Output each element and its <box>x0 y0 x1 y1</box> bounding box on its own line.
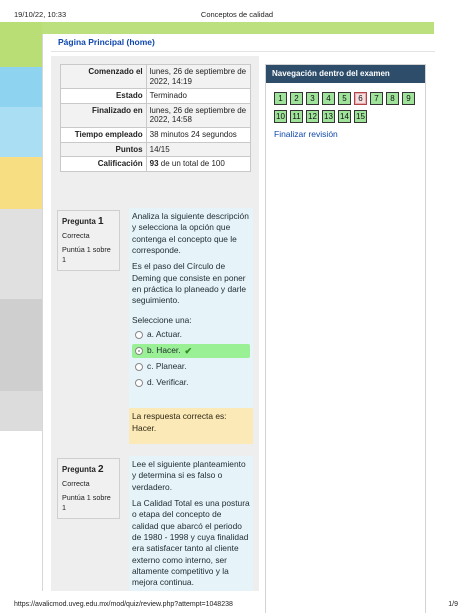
question-status: Correcta <box>62 479 90 488</box>
summary-key: Finalizado en <box>61 103 147 127</box>
question-text: Es el paso del Círculo de Deming que consiste en poner en práctica lo planeado y darle seguimiento. <box>132 261 247 306</box>
summary-key: Comenzado el <box>61 65 147 89</box>
answer-option[interactable]: a. Actuar. <box>132 328 250 342</box>
grade-total: de un total de 100 <box>160 159 225 169</box>
summary-key: Tiempo empleado <box>61 127 147 142</box>
divider <box>51 51 435 52</box>
radio-icon[interactable] <box>135 331 143 339</box>
strip-green <box>0 22 42 67</box>
question-number: Pregunta 2 <box>62 464 104 475</box>
radio-selected-icon[interactable] <box>135 347 143 355</box>
question-content <box>129 208 253 412</box>
strip-yellow <box>0 157 42 209</box>
summary-key: Estado <box>61 89 147 104</box>
print-page-number: 1/9 <box>448 601 458 608</box>
summary-value <box>146 157 250 172</box>
nav-question-button[interactable]: 7 <box>370 92 383 105</box>
question-score: Puntúa 1 sobre 1 <box>62 245 111 264</box>
nav-question-button[interactable]: 9 <box>402 92 415 105</box>
print-date: 19/10/22, 10:33 <box>14 10 67 19</box>
nav-question-button[interactable]: 10 <box>274 110 287 123</box>
select-label: Seleccione una: <box>132 314 192 325</box>
nav-question-button[interactable]: 14 <box>338 110 351 123</box>
question-text: La Calidad Total es una postura o etapa del concepto de calidad que abarcó el periodo de 1980 - 1998 y cuya finalidad era satisfacer tanto al cliente externo como interno, ser altamente competitivo y la mejora continua. <box>132 498 250 588</box>
print-header <box>0 0 474 22</box>
nav-question-button[interactable]: 5 <box>338 92 351 105</box>
summary-row <box>61 157 251 172</box>
checkmark-icon: ✔ <box>184 346 193 357</box>
nav-question-button[interactable]: 1 <box>274 92 287 105</box>
strip-lightgray <box>0 209 42 299</box>
page-card <box>42 34 434 591</box>
radio-icon[interactable] <box>135 379 143 387</box>
summary-key: Calificación <box>61 157 147 172</box>
quiz-navigation-title: Navegación dentro del examen <box>266 65 425 83</box>
print-page-title: Conceptos de calidad <box>200 10 274 19</box>
nav-question-button-current[interactable]: 6 <box>354 92 367 105</box>
print-footer <box>0 597 474 613</box>
summary-value: lunes, 26 de septiembre de 2022, 14:58 <box>146 103 250 127</box>
nav-question-button[interactable]: 4 <box>322 92 335 105</box>
strip-gray <box>0 299 42 391</box>
answer-option[interactable]: c. Planear. <box>132 360 250 374</box>
summary-value: Terminado <box>146 89 250 104</box>
summary-row <box>61 65 251 89</box>
nav-question-button[interactable]: 12 <box>306 110 319 123</box>
nav-question-button[interactable]: 11 <box>290 110 303 123</box>
question-info <box>57 210 120 271</box>
strip-blue <box>0 67 42 107</box>
attempt-summary-table <box>60 64 251 172</box>
print-url: https://avalicmod.uveg.edu.mx/mod/quiz/review.php?attempt=1048238 <box>14 601 233 608</box>
question-info <box>57 458 120 519</box>
summary-row <box>61 142 251 157</box>
answer-option[interactable]: d. Verificar. <box>132 376 250 390</box>
question-prompt: Lee el siguiente planteamiento y determina si es falso o verdadero. <box>132 459 246 492</box>
summary-value: 38 minutos 24 segundos <box>146 127 250 142</box>
breadcrumb[interactable]: Página Principal (home) <box>58 37 155 47</box>
summary-row <box>61 89 251 104</box>
nav-question-button[interactable]: 2 <box>290 92 303 105</box>
nav-question-button[interactable]: 3 <box>306 92 319 105</box>
quiz-navigation-block <box>265 64 426 613</box>
summary-row <box>61 103 251 127</box>
summary-value: 14/15 <box>146 142 250 157</box>
nav-question-button[interactable]: 13 <box>322 110 335 123</box>
strip-gray-2 <box>0 391 42 431</box>
strip-lightblue <box>0 107 42 157</box>
radio-icon[interactable] <box>135 363 143 371</box>
answer-option-selected[interactable]: b. Hacer. ✔ <box>132 344 250 358</box>
question-number: Pregunta 1 <box>62 216 104 227</box>
question-score: Puntúa 1 sobre 1 <box>62 493 111 512</box>
finish-review-link[interactable]: Finalizar revisión <box>274 129 338 139</box>
summary-value: lunes, 26 de septiembre de 2022, 14:19 <box>146 65 250 89</box>
nav-question-button[interactable]: 8 <box>386 92 399 105</box>
summary-row <box>61 127 251 142</box>
question-feedback: La respuesta correcta es: Hacer. <box>129 408 253 444</box>
grade-value: 93 <box>149 159 159 169</box>
nav-question-button[interactable]: 15 <box>354 110 367 123</box>
question-prompt: Analiza la siguiente descripción y selecciona la opción que contenga el concepto que le corresponde. <box>132 211 249 256</box>
question-content <box>129 456 253 591</box>
summary-key: Puntos <box>61 142 147 157</box>
question-status: Correcta <box>62 231 90 240</box>
